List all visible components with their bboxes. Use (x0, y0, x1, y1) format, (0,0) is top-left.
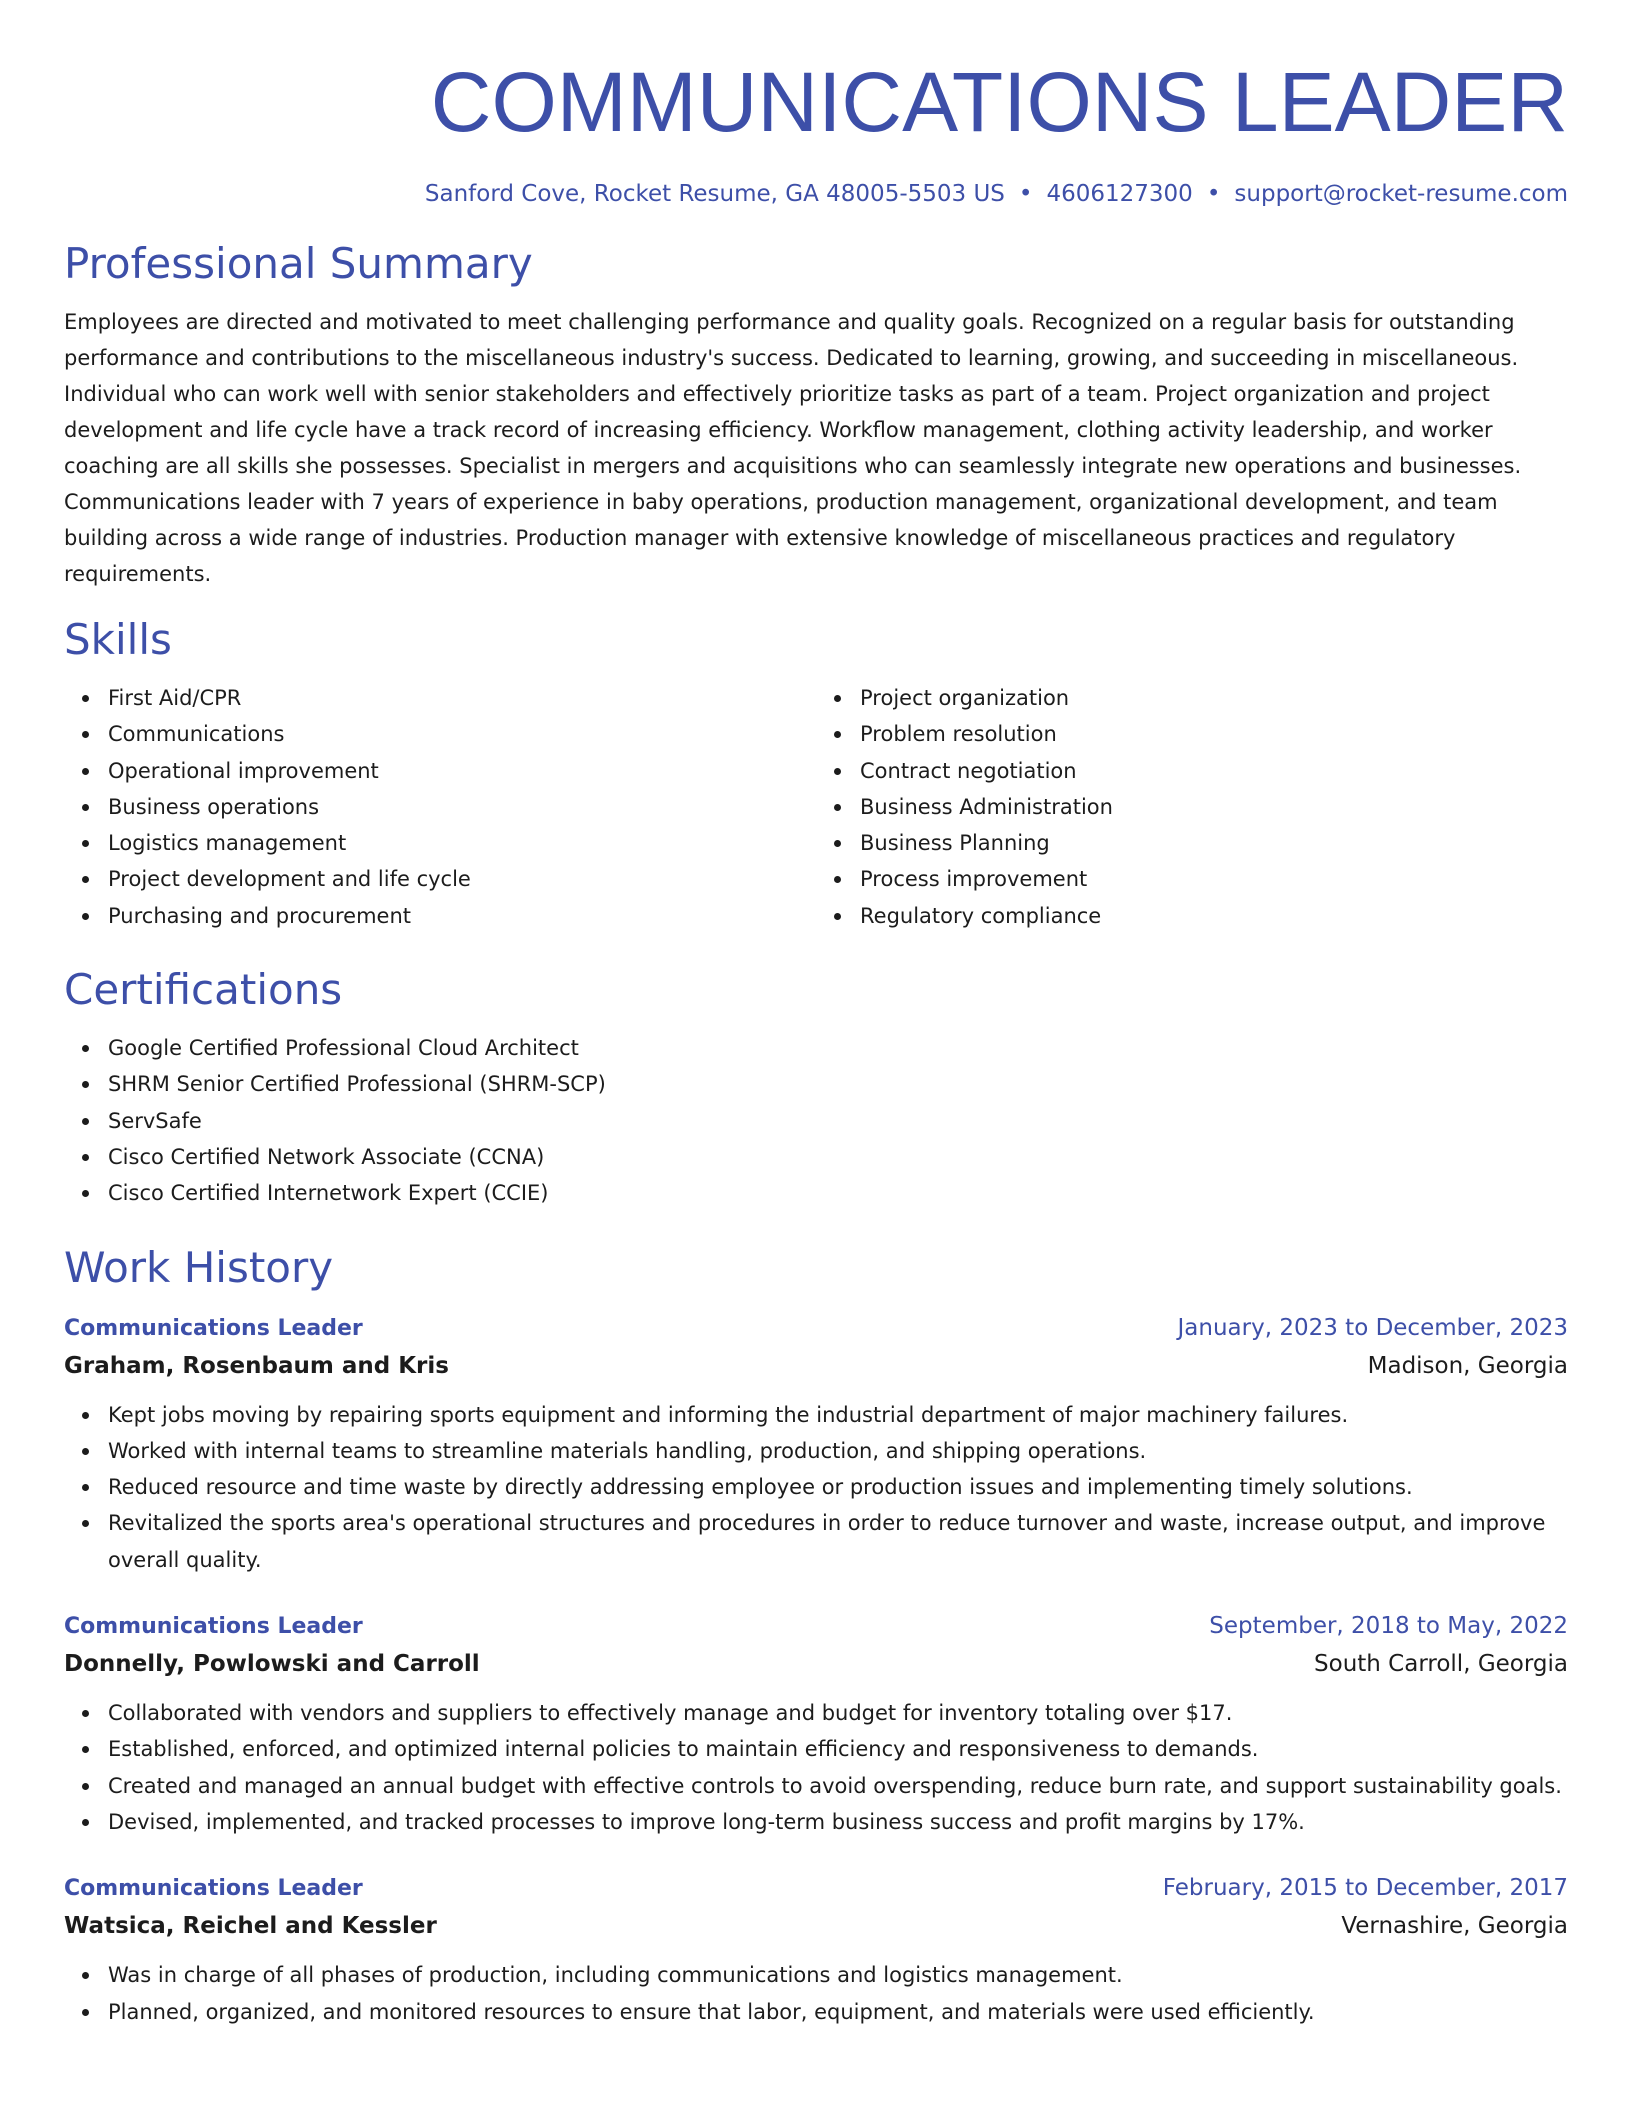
job-entry (64, 1608, 1568, 1840)
job-bullet: Worked with internal teams to streamline materials handling, production, and shipping operations. (108, 1433, 1568, 1469)
skills-columns (64, 680, 1568, 934)
skill-item: Project organization (860, 680, 1568, 716)
certification-item: ServSafe (108, 1103, 1568, 1139)
section-title-summary: Professional Summary (64, 239, 533, 288)
job-dates: February, 2015 to December, 2017 (1162, 1875, 1568, 1902)
job-company: Donnelly, Powlowski and Carroll (64, 1651, 480, 1678)
contact-phone: 4606127300 (1046, 181, 1193, 207)
skill-item: Operational improvement (108, 753, 816, 789)
certification-item: Cisco Certified Internetwork Expert (CCIE) (108, 1175, 1568, 1211)
skill-item: Project development and life cycle (108, 861, 816, 897)
resume-header (64, 0, 1568, 210)
job-entry (64, 1870, 1568, 2030)
skill-item: Problem resolution (860, 716, 1568, 752)
skills-list-right (816, 680, 1568, 934)
job-bullet: Collaborated with vendors and suppliers to effectively manage and budget for inventory totaling over $17. (108, 1695, 1568, 1731)
job-header-row (64, 1870, 1568, 1907)
section-title-certifications: Certifications (64, 965, 343, 1015)
section-title-work-history: Work History (64, 1242, 334, 1292)
contact-email[interactable]: support@rocket-resume.com (1234, 181, 1568, 207)
job-bullet: Revitalized the sports area's operational structures and procedures in order to reduce turnover and waste, increase output, and improve overall quality. (108, 1505, 1568, 1578)
skill-item: Purchasing and procurement (108, 898, 816, 934)
skill-item: Regulatory compliance (860, 898, 1568, 934)
certification-item: SHRM Senior Certified Professional (SHRM-SCP) (108, 1066, 1568, 1102)
skill-item: Process improvement (860, 861, 1568, 897)
skill-item: Business Administration (860, 789, 1568, 825)
skill-item: First Aid/CPR (108, 680, 816, 716)
job-company-row (64, 1907, 1568, 1945)
job-company-row (64, 1347, 1568, 1385)
skills-list-left (64, 680, 816, 934)
job-bullets (64, 1695, 1568, 1840)
contact-separator: • (1206, 181, 1221, 207)
job-bullet: Created and managed an annual budget with effective controls to avoid overspending, reduce burn rate, and support sustainability goals. (108, 1768, 1568, 1804)
job-dates: January, 2023 to December, 2023 (1177, 1314, 1568, 1341)
job-bullets (64, 1957, 1568, 2030)
job-company: Watsica, Reichel and Kessler (64, 1913, 437, 1940)
summary-text: Employees are directed and motivated to meet challenging performance and quality goals. Recognized on a regular basis for outstanding performance and contributions to the miscellaneous industry's success. Dedicated to learning, growing, and succeeding in miscellaneous. Individual who can work well with senior stakeholders and effectively prioritize tasks as part of a team. Project organization and project development and life cycle have a track record of increasing efficiency. Workflow management, clothing activity leadership, and worker coaching are all skills she possesses. Specialist in mergers and acquisitions who can seamlessly integrate new operations and businesses. Communications leader with 7 years of experience in baby operations, production management, organizational development, and team building across a wide range of industries. Production manager with extensive knowledge of miscellaneous practices and regulatory requirements. (64, 310, 1522, 586)
job-header-row (64, 1608, 1568, 1645)
job-company: Graham, Rosenbaum and Kris (64, 1352, 449, 1379)
job-title: Communications Leader (64, 1614, 363, 1640)
job-location: Vernashire, Georgia (1341, 1913, 1568, 1940)
job-bullet: Reduced resource and time waste by directly addressing employee or production issues and implementing timely solutions. (108, 1469, 1568, 1505)
job-bullet: Was in charge of all phases of production, including communications and logistics management. (108, 1957, 1568, 1993)
contact-separator: • (1018, 181, 1033, 207)
job-bullet: Devised, implemented, and tracked processes to improve long-term business success and profit margins by 17%. (108, 1804, 1568, 1840)
job-entry (64, 1310, 1568, 1578)
section-title-skills: Skills (64, 615, 172, 664)
job-bullet: Kept jobs moving by repairing sports equipment and informing the industrial department of major machinery failures. (108, 1397, 1568, 1433)
skill-item: Logistics management (108, 825, 816, 861)
certification-item: Google Certified Professional Cloud Architect (108, 1030, 1568, 1066)
job-bullet: Established, enforced, and optimized internal policies to maintain efficiency and responsiveness to demands. (108, 1731, 1568, 1767)
skill-item: Business operations (108, 789, 816, 825)
job-title: Communications Leader (64, 1315, 363, 1341)
contact-address: Sanford Cove, Rocket Resume, GA 48005-5503 US (424, 181, 1005, 207)
certifications-list (64, 1030, 1568, 1211)
job-location: South Carroll, Georgia (1314, 1651, 1568, 1678)
job-dates: September, 2018 to May, 2022 (1209, 1613, 1568, 1640)
skill-item: Contract negotiation (860, 753, 1568, 789)
job-header-row (64, 1310, 1568, 1347)
candidate-name: COMMUNICATIONS LEADER (430, 55, 1568, 149)
job-title: Communications Leader (64, 1876, 363, 1902)
contact-line (64, 178, 1568, 210)
job-company-row (64, 1645, 1568, 1683)
skill-item: Business Planning (860, 825, 1568, 861)
certification-item: Cisco Certified Network Associate (CCNA) (108, 1139, 1568, 1175)
job-bullet: Planned, organized, and monitored resources to ensure that labor, equipment, and materials were used efficiently. (108, 1994, 1568, 2030)
job-bullets (64, 1397, 1568, 1578)
job-location: Madison, Georgia (1367, 1352, 1568, 1379)
skill-item: Communications (108, 716, 816, 752)
